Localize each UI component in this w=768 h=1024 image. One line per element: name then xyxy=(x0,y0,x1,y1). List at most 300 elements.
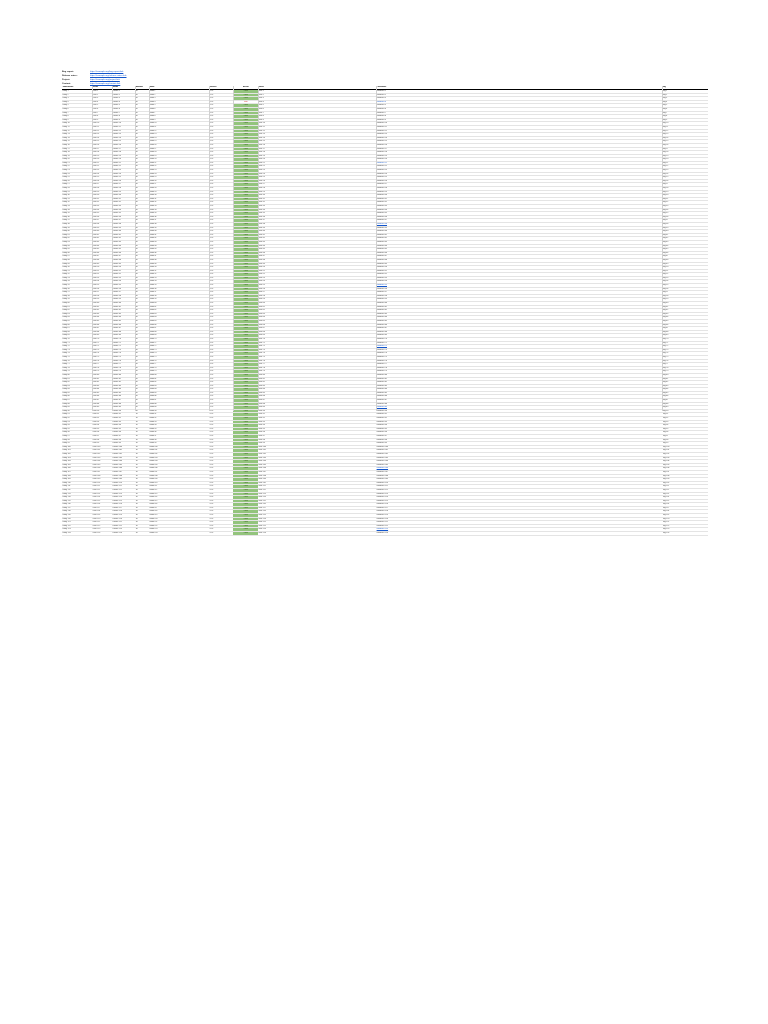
table-cell[interactable]: Tag 47 xyxy=(662,255,669,258)
table-cell[interactable]: v1.0 xyxy=(209,187,214,190)
table-cell[interactable]: Tag 57 xyxy=(662,291,669,294)
table-cell[interactable]: note 34 xyxy=(258,208,265,211)
table-cell[interactable]: Entry 95 xyxy=(62,427,70,430)
table-cell[interactable]: Pass xyxy=(233,245,258,248)
table-cell[interactable]: Build 36 xyxy=(149,215,157,218)
table-cell[interactable]: User 14 xyxy=(92,136,100,139)
table-cell[interactable]: Tag 116 xyxy=(662,503,670,506)
table-cell[interactable]: comment 74 xyxy=(376,352,387,355)
table-cell[interactable]: note 73 xyxy=(258,348,265,351)
table-cell[interactable]: v1.0 xyxy=(209,514,214,517)
table-cell[interactable]: 10 xyxy=(135,237,138,240)
table-cell[interactable]: Pass xyxy=(233,201,258,204)
table-cell[interactable]: Pass xyxy=(233,194,258,197)
table-cell[interactable]: Entry 58 xyxy=(62,294,70,297)
table-cell[interactable]: Entry 4 xyxy=(62,100,69,103)
table-cell[interactable]: Tag 65 xyxy=(662,320,669,322)
table-cell[interactable]: note 13 xyxy=(258,133,265,136)
table-cell[interactable]: Entry 39 xyxy=(62,226,70,229)
table-cell[interactable]: 10 xyxy=(135,172,138,175)
table-cell[interactable]: Build 85 xyxy=(149,391,157,394)
table-cell[interactable]: Entry 10 xyxy=(62,122,70,125)
table-cell[interactable]: Device 15 xyxy=(112,140,122,143)
table-cell[interactable]: User 74 xyxy=(92,352,100,355)
table-cell[interactable]: Device 28 xyxy=(112,187,122,190)
table-cell[interactable]: Build 67 xyxy=(149,327,157,330)
table-cell[interactable]: v1.0 xyxy=(209,524,214,527)
table-cell[interactable]: Tag 98 xyxy=(662,438,669,441)
table-cell[interactable]: 10 xyxy=(135,230,138,233)
table-cell[interactable]: comment 68 xyxy=(376,330,387,333)
table-cell[interactable]: Device 46 xyxy=(112,251,122,254)
table-cell[interactable]: v1.0 xyxy=(209,287,214,290)
table-cell[interactable]: Device 6 xyxy=(112,107,120,110)
meta-link[interactable]: https://example.org/contact-link xyxy=(90,83,121,85)
table-cell[interactable]: 10 xyxy=(135,240,138,243)
table-cell[interactable]: v1.0 xyxy=(209,470,214,473)
table-cell[interactable]: Build 104 xyxy=(149,460,158,463)
table-cell[interactable]: Entry 37 xyxy=(62,219,70,222)
table-cell[interactable]: Pass xyxy=(233,137,258,140)
table-cell[interactable]: User 108 xyxy=(92,474,101,477)
table-cell[interactable]: Build 47 xyxy=(149,255,157,258)
table-cell[interactable]: v1.0 xyxy=(209,320,214,322)
table-cell[interactable]: Pass xyxy=(233,446,258,449)
table-cell[interactable]: Pass xyxy=(233,453,258,456)
table-cell[interactable]: v1.0 xyxy=(209,143,214,146)
table-cell[interactable]: note 69 xyxy=(258,334,265,337)
table-cell[interactable]: Tag 75 xyxy=(662,355,669,358)
table-cell[interactable]: Build 113 xyxy=(149,492,158,495)
column-header[interactable]: Build xyxy=(149,86,155,88)
table-cell[interactable]: comment 34 xyxy=(376,208,387,211)
table-cell[interactable]: Build 66 xyxy=(149,323,157,326)
table-cell[interactable]: comment 23 xyxy=(376,169,387,172)
table-cell[interactable]: User 95 xyxy=(92,427,100,430)
table-cell[interactable]: User 98 xyxy=(92,438,100,441)
table-cell[interactable]: Device 117 xyxy=(112,506,122,509)
table-cell[interactable]: Pass xyxy=(233,277,258,280)
table-cell[interactable]: v1.0 xyxy=(209,345,214,348)
table-cell[interactable]: User 53 xyxy=(92,276,100,279)
table-cell[interactable]: Entry 48 xyxy=(62,258,70,261)
table-cell[interactable]: User 72 xyxy=(92,345,100,348)
table-cell[interactable]: Device 52 xyxy=(112,273,122,276)
table-cell[interactable]: Device 9 xyxy=(112,118,120,121)
table-cell[interactable]: Device 41 xyxy=(112,233,122,236)
table-cell[interactable]: Pass xyxy=(233,180,258,183)
table-cell[interactable]: 10 xyxy=(135,517,138,520)
table-cell[interactable]: comment 90 xyxy=(376,409,387,412)
table-cell[interactable]: Tag 106 xyxy=(662,467,670,470)
table-cell[interactable]: User 65 xyxy=(92,320,100,322)
table-cell[interactable]: note 19 xyxy=(258,154,265,157)
table-cell[interactable]: comment 98 xyxy=(376,438,387,441)
table-cell[interactable]: 10 xyxy=(135,179,138,182)
table-cell[interactable]: Tag 10 xyxy=(662,122,669,125)
meta-link[interactable]: https://example.org/project-link xyxy=(90,79,120,81)
table-cell[interactable]: comment 106 xyxy=(376,467,389,470)
table-cell[interactable]: Pass xyxy=(233,399,258,402)
table-cell[interactable]: comment 49 xyxy=(376,262,387,265)
table-cell[interactable]: 10 xyxy=(135,219,138,222)
table-cell[interactable]: v1.0 xyxy=(209,273,214,276)
table-cell[interactable]: Entry 94 xyxy=(62,424,70,427)
table-cell[interactable]: Entry 106 xyxy=(62,467,71,470)
table-cell[interactable]: note 52 xyxy=(258,273,265,276)
table-cell[interactable]: comment 36 xyxy=(376,215,387,218)
table-cell[interactable]: User 112 xyxy=(92,488,101,491)
table-cell[interactable]: Build 33 xyxy=(149,205,157,207)
table-cell[interactable]: Device 109 xyxy=(112,478,123,481)
table-cell[interactable]: Device 99 xyxy=(112,442,122,445)
table-cell[interactable]: Entry 46 xyxy=(62,251,70,254)
table-cell[interactable]: Entry 55 xyxy=(62,284,70,287)
table-cell[interactable]: note 100 xyxy=(258,445,266,448)
table-cell[interactable]: Pass xyxy=(233,421,258,424)
table-cell[interactable]: Tag 20 xyxy=(662,158,669,161)
table-cell[interactable]: Build 81 xyxy=(149,377,157,380)
table-cell[interactable]: note 30 xyxy=(258,194,265,197)
table-cell[interactable]: User 69 xyxy=(92,334,100,337)
table-cell[interactable]: User 86 xyxy=(92,395,100,398)
table-cell[interactable]: Build 35 xyxy=(149,212,157,215)
table-cell[interactable]: comment 91 xyxy=(376,413,387,416)
table-cell[interactable]: Pass xyxy=(233,521,258,524)
table-cell[interactable]: User 4 xyxy=(92,100,99,103)
table-cell[interactable]: comment 26 xyxy=(376,179,387,182)
table-cell[interactable]: comment 63 xyxy=(376,312,387,315)
table-cell[interactable]: Tag 48 xyxy=(662,258,669,261)
table-cell[interactable]: 10 xyxy=(135,481,138,484)
table-cell[interactable]: Build 123 xyxy=(149,528,158,531)
table-cell[interactable]: Device 43 xyxy=(112,240,122,243)
table-cell[interactable]: Tag 89 xyxy=(662,406,669,409)
table-cell[interactable]: Build 14 xyxy=(149,136,157,139)
table-cell[interactable]: 10 xyxy=(135,499,138,502)
table-cell[interactable]: User 97 xyxy=(92,435,100,437)
table-cell[interactable]: Pass xyxy=(233,205,258,208)
table-cell[interactable]: Device 115 xyxy=(112,499,122,502)
table-cell[interactable]: Build 124 xyxy=(149,532,158,535)
table-cell[interactable]: note 25 xyxy=(258,176,265,179)
table-cell[interactable]: User 51 xyxy=(92,269,100,272)
table-cell[interactable]: Device 69 xyxy=(112,334,122,337)
table-cell[interactable]: 10 xyxy=(135,244,138,247)
table-cell[interactable]: comment 104 xyxy=(376,460,389,463)
table-cell[interactable]: 10 xyxy=(135,406,138,409)
table-cell[interactable]: note 101 xyxy=(258,449,266,452)
table-cell[interactable]: Tag 87 xyxy=(662,399,669,402)
table-cell[interactable]: Device 65 xyxy=(112,320,122,322)
table-cell[interactable]: Device 89 xyxy=(112,406,122,409)
table-cell[interactable]: Pass xyxy=(233,313,258,316)
table-cell[interactable]: Device 71 xyxy=(112,341,122,344)
table-cell[interactable]: 10 xyxy=(135,524,138,527)
table-cell[interactable]: comment 62 xyxy=(376,309,387,312)
table-cell[interactable]: Pass xyxy=(233,374,258,377)
table-cell[interactable]: Build 78 xyxy=(149,366,157,369)
table-cell[interactable]: v1.0 xyxy=(209,463,214,466)
table-cell[interactable]: note 17 xyxy=(258,147,265,150)
table-cell[interactable]: User 24 xyxy=(92,172,100,175)
table-cell[interactable]: note 62 xyxy=(258,309,265,312)
table-cell[interactable]: comment 7 xyxy=(376,111,386,114)
table-cell[interactable]: v1.0 xyxy=(209,276,214,279)
table-cell[interactable]: Entry 105 xyxy=(62,463,71,466)
table-cell[interactable]: Build 90 xyxy=(149,409,157,412)
table-cell[interactable]: Entry 86 xyxy=(62,395,70,398)
table-cell[interactable]: Build 61 xyxy=(149,305,157,308)
table-cell[interactable]: note 4 xyxy=(258,100,264,103)
table-cell[interactable]: Pass xyxy=(233,489,258,492)
table-cell[interactable]: User 38 xyxy=(92,222,100,225)
table-cell[interactable]: v1.0 xyxy=(209,140,214,143)
table-cell[interactable]: v1.0 xyxy=(209,226,214,229)
table-cell[interactable]: Tag 39 xyxy=(662,226,669,229)
table-cell[interactable]: User 105 xyxy=(92,463,101,466)
table-cell[interactable]: Build 111 xyxy=(149,485,158,488)
table-cell[interactable]: User 102 xyxy=(92,452,101,455)
table-cell[interactable]: User 27 xyxy=(92,183,100,186)
table-cell[interactable]: comment 9 xyxy=(376,118,386,121)
table-cell[interactable]: Pass xyxy=(233,424,258,427)
table-cell[interactable]: Tag 52 xyxy=(662,273,669,276)
table-cell[interactable]: User 50 xyxy=(92,266,100,269)
table-cell[interactable]: v1.0 xyxy=(209,352,214,355)
table-cell[interactable]: Tag 17 xyxy=(662,147,669,150)
table-cell[interactable]: Pass xyxy=(233,298,258,301)
table-cell[interactable]: Device 111 xyxy=(112,485,122,488)
table-cell[interactable]: note 41 xyxy=(258,233,265,236)
table-cell[interactable]: Tag 44 xyxy=(662,244,669,247)
table-cell[interactable]: v1.0 xyxy=(209,302,214,305)
table-cell[interactable]: Pass xyxy=(233,370,258,373)
table-cell[interactable]: Tag 41 xyxy=(662,233,669,236)
table-cell[interactable]: User 114 xyxy=(92,496,101,499)
table-cell[interactable]: v1.0 xyxy=(209,215,214,218)
table-cell[interactable]: Tag 105 xyxy=(662,463,670,466)
table-cell[interactable]: Pass xyxy=(233,248,258,251)
table-cell[interactable]: Entry 59 xyxy=(62,298,70,301)
table-cell[interactable]: Entry 62 xyxy=(62,309,70,312)
table-cell[interactable]: Pass xyxy=(233,528,258,531)
table-cell[interactable]: Build 40 xyxy=(149,230,157,233)
table-cell[interactable]: note 113 xyxy=(258,492,266,495)
table-cell[interactable]: Tag 122 xyxy=(662,524,670,527)
table-cell[interactable]: Device 104 xyxy=(112,460,123,463)
table-cell[interactable]: v1.0 xyxy=(209,118,214,121)
table-cell[interactable]: Tag 4 xyxy=(662,100,668,103)
table-cell[interactable]: Entry 29 xyxy=(62,190,70,193)
table-cell[interactable]: note 89 xyxy=(258,406,265,409)
table-cell[interactable]: v1.0 xyxy=(209,503,214,506)
table-cell[interactable]: Build 55 xyxy=(149,284,157,287)
table-cell[interactable]: Entry 63 xyxy=(62,312,70,315)
table-cell[interactable]: Tag 23 xyxy=(662,169,669,172)
table-cell[interactable]: v1.0 xyxy=(209,154,214,157)
table-row[interactable] xyxy=(62,532,708,536)
table-cell[interactable]: 10 xyxy=(135,532,138,535)
table-cell[interactable]: User 80 xyxy=(92,373,100,376)
table-cell[interactable]: v1.0 xyxy=(209,417,214,420)
table-cell[interactable]: Device 26 xyxy=(112,179,122,182)
table-cell[interactable]: Entry 15 xyxy=(62,140,70,143)
table-cell[interactable]: note 47 xyxy=(258,255,265,258)
table-cell[interactable]: Pass xyxy=(233,266,258,269)
table-cell[interactable]: User 64 xyxy=(92,316,100,319)
table-cell[interactable]: note 121 xyxy=(258,521,266,524)
table-cell[interactable]: v1.0 xyxy=(209,151,214,154)
table-cell[interactable]: Device 2 xyxy=(112,93,120,96)
table-cell[interactable]: Pass xyxy=(233,90,258,93)
table-cell[interactable]: Tag 100 xyxy=(662,445,670,448)
table-cell[interactable]: v1.0 xyxy=(209,219,214,222)
table-cell[interactable]: Tag 114 xyxy=(662,496,670,499)
table-cell[interactable]: Entry 56 xyxy=(62,287,70,290)
table-cell[interactable]: comment 92 xyxy=(376,417,387,420)
table-cell[interactable]: Tag 3 xyxy=(662,97,668,100)
table-cell[interactable]: note 5 xyxy=(258,104,264,107)
table-cell[interactable]: Tag 25 xyxy=(662,176,669,179)
table-cell[interactable]: Device 62 xyxy=(112,309,122,312)
table-cell[interactable]: v1.0 xyxy=(209,510,214,513)
table-cell[interactable]: Tag 91 xyxy=(662,413,669,416)
table-cell[interactable]: Device 105 xyxy=(112,463,123,466)
table-cell[interactable]: Pass xyxy=(233,280,258,283)
table-cell[interactable]: Build 79 xyxy=(149,370,157,373)
table-cell[interactable]: User 60 xyxy=(92,302,100,305)
table-cell[interactable]: comment 43 xyxy=(376,240,387,243)
table-cell[interactable]: Entry 44 xyxy=(62,244,70,247)
table-cell[interactable]: comment 84 xyxy=(376,388,387,391)
table-cell[interactable]: comment 73 xyxy=(376,348,387,351)
table-cell[interactable]: Build 87 xyxy=(149,399,157,402)
table-cell[interactable]: User 10 xyxy=(92,122,100,125)
table-cell[interactable]: Device 119 xyxy=(112,514,122,517)
table-cell[interactable]: comment 40 xyxy=(376,230,387,233)
table-cell[interactable]: v1.0 xyxy=(209,147,214,150)
table-cell[interactable]: Tag 9 xyxy=(662,118,668,121)
table-cell[interactable]: Build 93 xyxy=(149,420,157,423)
table-cell[interactable]: Build 94 xyxy=(149,424,157,427)
table-cell[interactable]: comment 60 xyxy=(376,302,387,305)
table-cell[interactable]: User 110 xyxy=(92,481,101,484)
table-cell[interactable]: User 89 xyxy=(92,406,100,409)
table-cell[interactable]: v1.0 xyxy=(209,107,214,110)
table-cell[interactable]: 10 xyxy=(135,208,138,211)
table-cell[interactable]: 10 xyxy=(135,169,138,172)
table-cell[interactable]: v1.0 xyxy=(209,100,214,103)
table-cell[interactable]: Device 42 xyxy=(112,237,122,240)
table-cell[interactable]: 10 xyxy=(135,503,138,506)
table-cell[interactable]: 10 xyxy=(135,118,138,121)
table-cell[interactable]: Build 96 xyxy=(149,431,157,434)
table-cell[interactable]: Pass xyxy=(233,439,258,442)
table-cell[interactable]: 10 xyxy=(135,133,138,136)
table-cell[interactable]: comment 113 xyxy=(376,492,388,495)
table-cell[interactable]: Device 97 xyxy=(112,435,122,437)
table-cell[interactable]: 10 xyxy=(135,323,138,326)
table-cell[interactable]: Tag 90 xyxy=(662,409,669,412)
table-cell[interactable]: User 117 xyxy=(92,506,101,509)
table-cell[interactable]: comment 51 xyxy=(376,269,387,272)
table-cell[interactable]: User 46 xyxy=(92,251,100,254)
table-cell[interactable]: User 106 xyxy=(92,467,101,470)
table-cell[interactable]: Build 95 xyxy=(149,427,157,430)
table-cell[interactable]: note 1 xyxy=(258,90,264,92)
table-cell[interactable]: v1.0 xyxy=(209,452,214,455)
table-cell[interactable]: comment 48 xyxy=(376,258,387,261)
table-cell[interactable]: comment 122 xyxy=(376,524,389,527)
table-cell[interactable]: 10 xyxy=(135,478,138,481)
table-cell[interactable]: note 14 xyxy=(258,136,265,139)
table-cell[interactable]: 10 xyxy=(135,187,138,190)
table-cell[interactable]: Tag 29 xyxy=(662,190,669,193)
table-cell[interactable]: comment 29 xyxy=(376,190,387,193)
table-cell[interactable]: comment 37 xyxy=(376,219,387,222)
table-cell[interactable]: User 56 xyxy=(92,287,100,290)
table-cell[interactable]: Tag 24 xyxy=(662,172,669,175)
table-cell[interactable]: Entry 103 xyxy=(62,456,71,459)
table-cell[interactable]: 10 xyxy=(135,363,138,366)
table-cell[interactable]: User 94 xyxy=(92,424,100,427)
table-cell[interactable]: Build 122 xyxy=(149,524,158,527)
table-cell[interactable]: Entry 23 xyxy=(62,169,70,172)
table-cell[interactable]: Tag 71 xyxy=(662,341,669,344)
table-cell[interactable]: note 116 xyxy=(258,503,266,506)
table-cell[interactable]: Build 37 xyxy=(149,219,157,222)
table-cell[interactable]: Tag 97 xyxy=(662,435,669,437)
table-cell[interactable]: Entry 26 xyxy=(62,179,70,182)
table-cell[interactable]: User 62 xyxy=(92,309,100,312)
table-cell[interactable]: v1.0 xyxy=(209,115,214,118)
table-cell[interactable]: Device 56 xyxy=(112,287,122,290)
table-cell[interactable]: Tag 92 xyxy=(662,417,669,420)
table-cell[interactable]: comment 111 xyxy=(376,485,388,488)
table-cell[interactable]: User 9 xyxy=(92,118,99,121)
table-cell[interactable]: Entry 74 xyxy=(62,352,70,355)
table-cell[interactable]: Entry 116 xyxy=(62,503,71,506)
table-cell[interactable]: 10 xyxy=(135,395,138,398)
table-cell[interactable]: comment 100 xyxy=(376,445,389,448)
table-cell[interactable]: Pass xyxy=(233,291,258,294)
table-cell[interactable]: v1.0 xyxy=(209,327,214,330)
table-cell[interactable]: User 81 xyxy=(92,377,100,380)
table-cell[interactable]: User 54 xyxy=(92,280,100,283)
table-cell[interactable]: User 31 xyxy=(92,197,100,200)
table-cell[interactable]: User 5 xyxy=(92,104,99,107)
table-cell[interactable]: Entry 68 xyxy=(62,330,70,333)
table-cell[interactable]: Entry 79 xyxy=(62,370,70,373)
column-header[interactable]: Tag xyxy=(662,86,666,88)
table-cell[interactable]: comment 21 xyxy=(376,161,387,164)
table-cell[interactable]: User 92 xyxy=(92,417,100,420)
table-cell[interactable]: Tag 84 xyxy=(662,388,669,391)
table-cell[interactable]: Device 3 xyxy=(112,97,120,100)
table-cell[interactable]: Tag 56 xyxy=(662,287,669,290)
table-cell[interactable]: Build 1 xyxy=(149,90,156,92)
table-cell[interactable]: v1.0 xyxy=(209,161,214,164)
table-cell[interactable]: User 13 xyxy=(92,133,100,136)
table-cell[interactable]: Entry 71 xyxy=(62,341,70,344)
table-cell[interactable]: v1.0 xyxy=(209,337,214,340)
table-cell[interactable]: Device 38 xyxy=(112,222,122,225)
table-cell[interactable]: Device 20 xyxy=(112,158,122,161)
table-cell[interactable]: Pass xyxy=(233,493,258,496)
table-cell[interactable]: Device 60 xyxy=(112,302,122,305)
table-cell[interactable]: Build 43 xyxy=(149,240,157,243)
